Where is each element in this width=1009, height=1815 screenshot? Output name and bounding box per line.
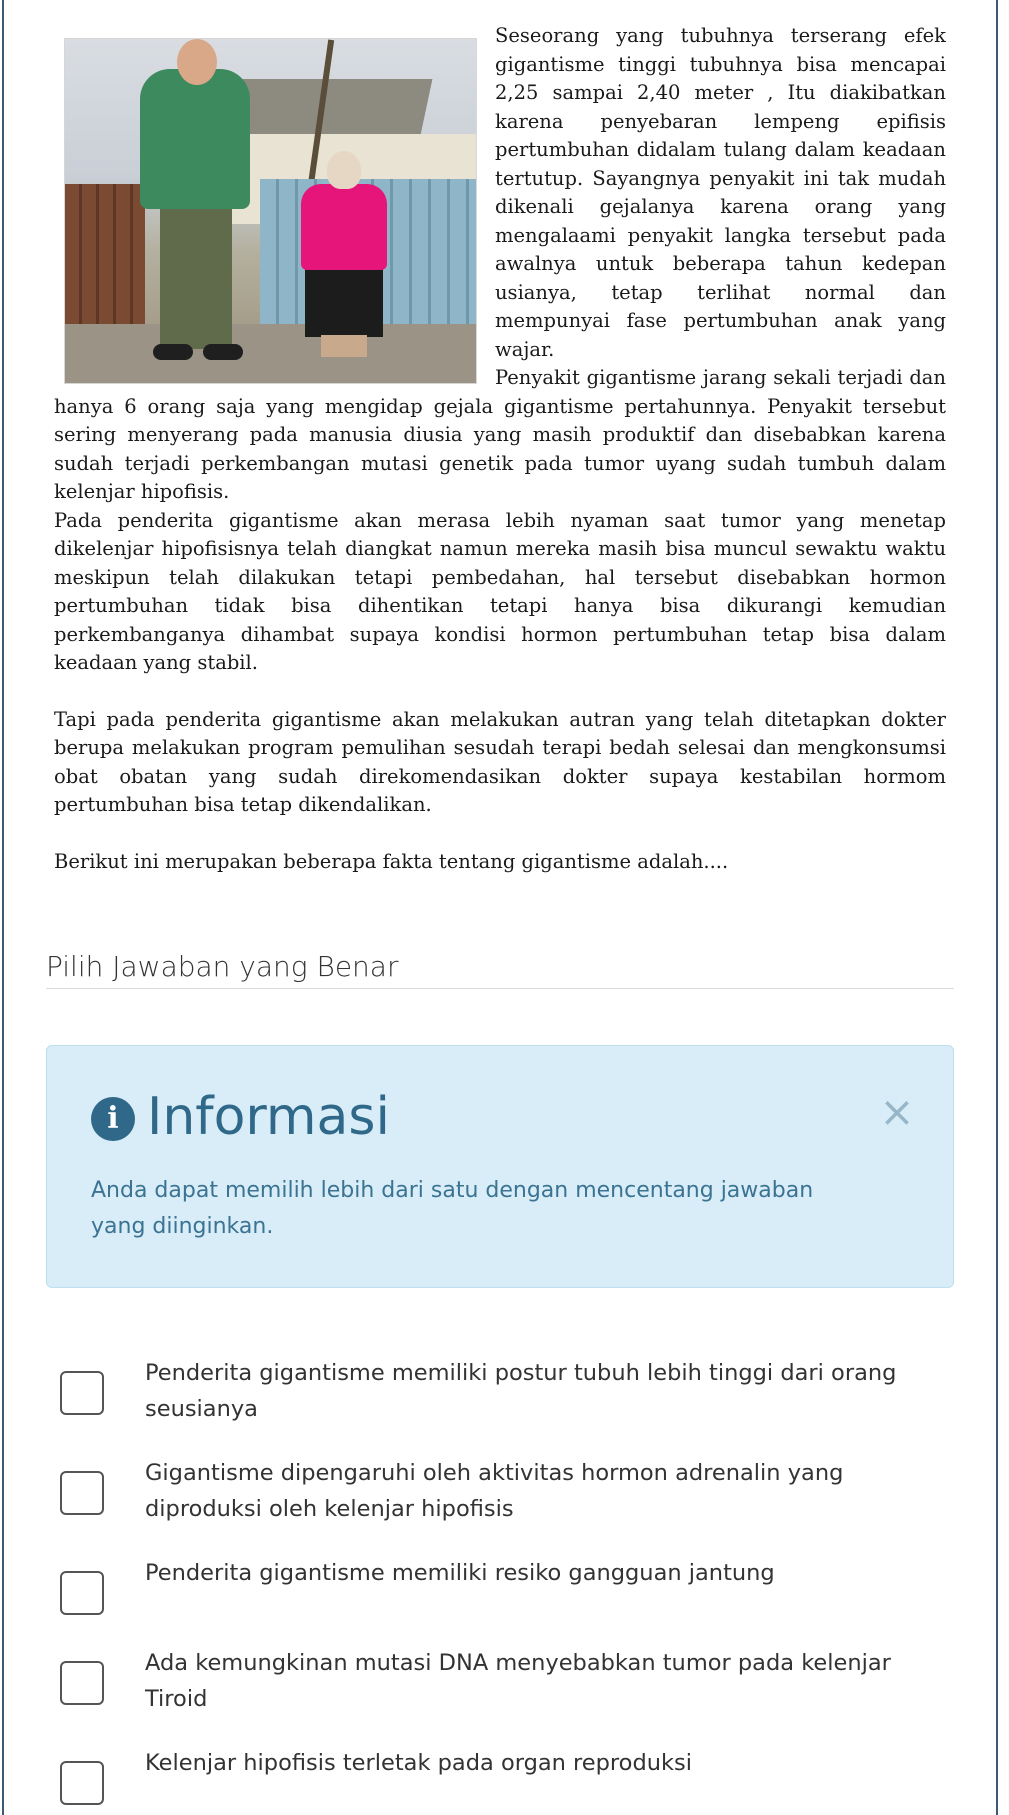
info-alert [46,1045,954,1288]
answer-options [46,1355,954,1815]
gigantism-photo [64,38,477,384]
info-alert-message: Anda dapat memilih lebih dari satu dengan mencentang jawaban yang diinginkan. [91,1178,814,1239]
close-icon[interactable]: × [879,1087,915,1136]
photo-man-shoe-right [203,344,243,360]
info-alert-title: Informasi [147,1087,390,1147]
answer-checkbox[interactable] [60,1571,104,1615]
passage-paragraph-4: Tapi pada penderita gigantisme akan melakukan autran yang telah ditetapkan dokter berupa melakukan program pemulihan sesudah terapi bedah selesai dan mengkonsumsi obat obatan yang sudah direkomendasikan dokter supaya kestabilan hormom pertumbuhan bisa tetap dikendalikan. [54,707,946,816]
passage-paragraph-1 [54,22,946,364]
answer-option[interactable] [46,1555,954,1645]
photo-man-head [177,39,217,85]
answer-option-label[interactable]: Penderita gigantisme memiliki resiko gangguan jantung [145,1560,775,1586]
answer-checkbox[interactable] [60,1471,104,1515]
photo-woman-head [327,151,361,189]
photo-man-legs [160,204,232,349]
photo-man-body [140,69,250,209]
frame-border-left [2,0,4,1815]
answer-checkbox[interactable] [60,1371,104,1415]
passage-paragraph-5: Berikut ini merupakan beberapa fakta tentang gigantisme adalah.... [54,849,729,873]
question-passage [54,22,946,876]
paragraph-gap [54,820,946,848]
answer-option-label[interactable]: Penderita gigantisme memiliki postur tubuh lebih tinggi dari orang seusianya [145,1360,897,1422]
frame-border-right [996,0,998,1815]
answer-option-label[interactable]: Kelenjar hipofisis terletak pada organ reproduksi [145,1750,692,1776]
answer-option[interactable] [46,1745,954,1815]
answer-section-title: Pilih Jawaban yang Benar [46,944,954,989]
answer-option[interactable] [46,1455,954,1555]
info-circle-icon: i [91,1097,135,1141]
photo-ground [65,324,477,384]
photo-woman-legs [321,335,367,357]
answer-checkbox[interactable] [60,1661,104,1705]
passage-paragraph-3: Pada penderita gigantisme akan merasa lebih nyaman saat tumor yang menetap dikelenjar hipofisisnya telah diangkat namun mereka masih bisa muncul sewaktu waktu meskipun telah dilakukan tetapi pembedahan, hal tersebut disebabkan hormon pertumbuhan tidak bisa dihentikan tetapi hanya bisa dikurangi kemudian perkembanganya dihambat supaya kondisi hormon pertumbuhan tetap bisa dalam keadaan yang stabil. [54,508,946,674]
paragraph-gap [54,678,946,706]
photo-man-shoe-left [153,344,193,360]
answer-option[interactable] [46,1645,954,1745]
photo-woman-top [301,184,387,270]
answer-option-label[interactable]: Ada kemungkinan mutasi DNA menyebabkan tumor pada kelenjar Tiroid [145,1650,891,1712]
answer-checkbox[interactable] [60,1761,104,1805]
passage-text-1: Seseorang yang tubuhnya terserang efek gigantisme tinggi tubuhnya bisa mencapai 2,25 sampai 2,40 meter , Itu diakibatkan karena penyebaran lempeng epifisis pertumbuhan didalam tulang dalam keadaan tertutup. Sayangnya penyakit ini tak mudah dikenali gejalanya karena orang yang mengalaami penyakit langka tersebut pada awalnya untuk beberapa tahun kedepan usianya, tetap terlihat normal dan mempunyai fase pertumbuhan anak yang wajar. [495,24,946,361]
answer-option[interactable] [46,1355,954,1455]
answer-option-label[interactable]: Gigantisme dipengaruhi oleh aktivitas hormon adrenalin yang diproduksi oleh kelenjar hipofisis [145,1460,844,1522]
passage-paragraph-2: Penyakit gigantisme jarang sekali terjadi dan hanya 6 orang saja yang mengidap gejala gigantisme pertahunnya. Penyakit tersebut sering menyerang pada manusia diusia yang masih produktif dan disebabkan karena sudah terjadi perkembangan mutasi genetik pada tumor uyang sudah tumbuh dalam kelenjar hipofisis. [54,366,946,503]
photo-woman-skirt [305,267,383,337]
